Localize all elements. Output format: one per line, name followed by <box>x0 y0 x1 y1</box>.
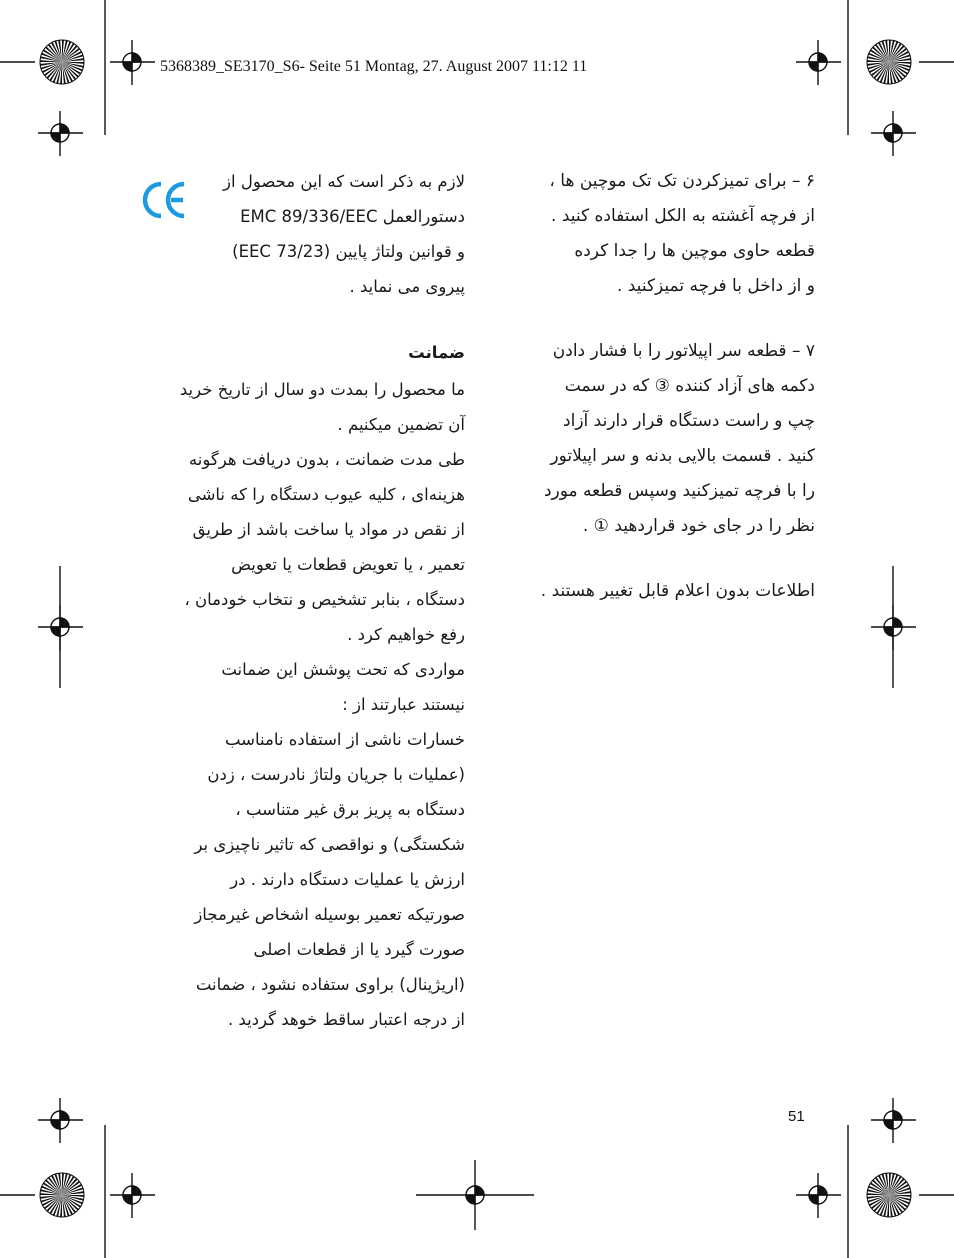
star-target-bottom-left <box>40 1173 84 1217</box>
cleaning-step-6-line-3: قطعه حاوی موچین ها را جدا کرده <box>574 241 815 261</box>
warranty-line: رفع خواهیم کرد . <box>347 625 465 644</box>
warranty-line: دستگاه به پریز برق غیر متناسب ، <box>235 800 465 819</box>
register-target-bottom-left <box>110 1173 155 1218</box>
register-target-left-middle <box>38 605 83 650</box>
register-target-right-middle <box>871 605 916 650</box>
warranty-line: هزینه‌ای ، کلیه عیوب دستگاه را که ناشی <box>187 485 465 504</box>
print-slug-header: 5368389_SE3170_S6- Seite 51 Montag, 27. August 2007 11:12 11 <box>160 58 588 75</box>
register-target-left-lower <box>38 1098 83 1143</box>
change-notice: اطلاعات بدون اعلام قابل تغییر هستند . <box>540 581 815 601</box>
ce-statement-line-4: پیروی می نماید . <box>349 277 465 296</box>
register-target-right-upper <box>871 111 916 156</box>
cleaning-step-7-line-3: چپ و راست دستگاه قرار دارند آزاد <box>563 411 815 431</box>
warranty-line: (اریژینال) براوی ستفاده نشود ، ضمانت <box>195 975 465 994</box>
warranty-line: از درجه اعتبار ساقط خوهد گردید . <box>227 1010 465 1029</box>
ce-statement-line-1: لازم به ذکر است که این محصول از <box>223 172 465 191</box>
register-target-top-right <box>796 40 841 85</box>
cleaning-step-7-line-4: کنید . قسمت بالایی بدنه و سر اپیلاتور <box>550 446 815 466</box>
warranty-line: مواردی که تحت پوشش این ضمانت <box>221 660 465 679</box>
warranty-line: (عملیات با جریان ولتاژ نادرست ، زدن <box>207 765 465 784</box>
register-target-bottom-center <box>416 1160 534 1230</box>
cleaning-step-7-line-6: نظر را در جای خود قراردهید ① . <box>582 516 815 536</box>
page-number: 51 <box>788 1108 805 1125</box>
cleaning-step-7-line-5: را با فرچه تمیزکنید وسپس قطعه مورد <box>543 481 815 501</box>
warranty-line: تعمیر ، یا تعویض قطعات یا تعویض <box>231 555 465 574</box>
ce-statement-line-3: و قوانین ولتاژ پایین (73/23 EEC) <box>232 242 465 261</box>
warranty-line: صورت گیرد یا از قطعات اصلی <box>253 940 465 959</box>
warranty-line: ما محصول را بمدت دو سال از تاریخ خرید <box>179 380 465 399</box>
register-target-left-upper <box>38 111 83 156</box>
ce-statement-line-2: دستورالعمل EMC 89/336/EEC <box>240 207 465 226</box>
star-target-top-left <box>40 40 84 84</box>
warranty-line: آن تضمین میکنیم . <box>337 415 465 434</box>
warranty-title: ضمانت <box>408 343 465 362</box>
warranty-line: از نقص در مواد یا ساخت باشد از طریق <box>192 520 465 539</box>
left-column <box>135 164 465 1037</box>
warranty-line: شکستگی) و نواقصی که تاثیر ناچیزی بر <box>194 835 465 854</box>
register-target-top-left <box>110 40 155 85</box>
warranty-line: صورتیکه تعمیر بوسیله اشخاص غیرمجاز <box>194 905 465 924</box>
warranty-text <box>135 372 465 1037</box>
cleaning-step-7-line-2: دکمه های آزاد کننده ③ که در سمت <box>564 376 815 396</box>
register-target-bottom-right <box>796 1173 841 1218</box>
warranty-line: ارزش یا عملیات دستگاه دارند . در <box>230 870 465 889</box>
warranty-line: خسارات ناشی از استفاده نامناسب <box>224 730 465 749</box>
cleaning-step-6-line-2: از فرچه آغشته به الکل استفاده کنید . <box>551 206 815 226</box>
cleaning-step-7-line-1: ۷ – قطعه سر اپیلاتور را با فشار دادن <box>552 341 815 361</box>
register-target-right-lower <box>871 1098 916 1143</box>
star-target-bottom-right <box>867 1173 911 1217</box>
cleaning-step-6-line-4: و از داخل با فرچه تمیزکنید . <box>616 276 815 296</box>
warranty-line: طی مدت ضمانت ، بدون دریافت هرگونه <box>188 450 465 469</box>
warranty-line: دستگاه ، بنابر تشخیص و نتخاب خودمان ، <box>184 590 465 609</box>
star-target-top-right <box>867 40 911 84</box>
right-column <box>470 164 815 609</box>
cleaning-step-6-line-1: ۶ – برای تمیزکردن تک تک موچین ها ، <box>549 171 815 191</box>
warranty-line: نیستند عبارتند از : <box>342 695 465 714</box>
